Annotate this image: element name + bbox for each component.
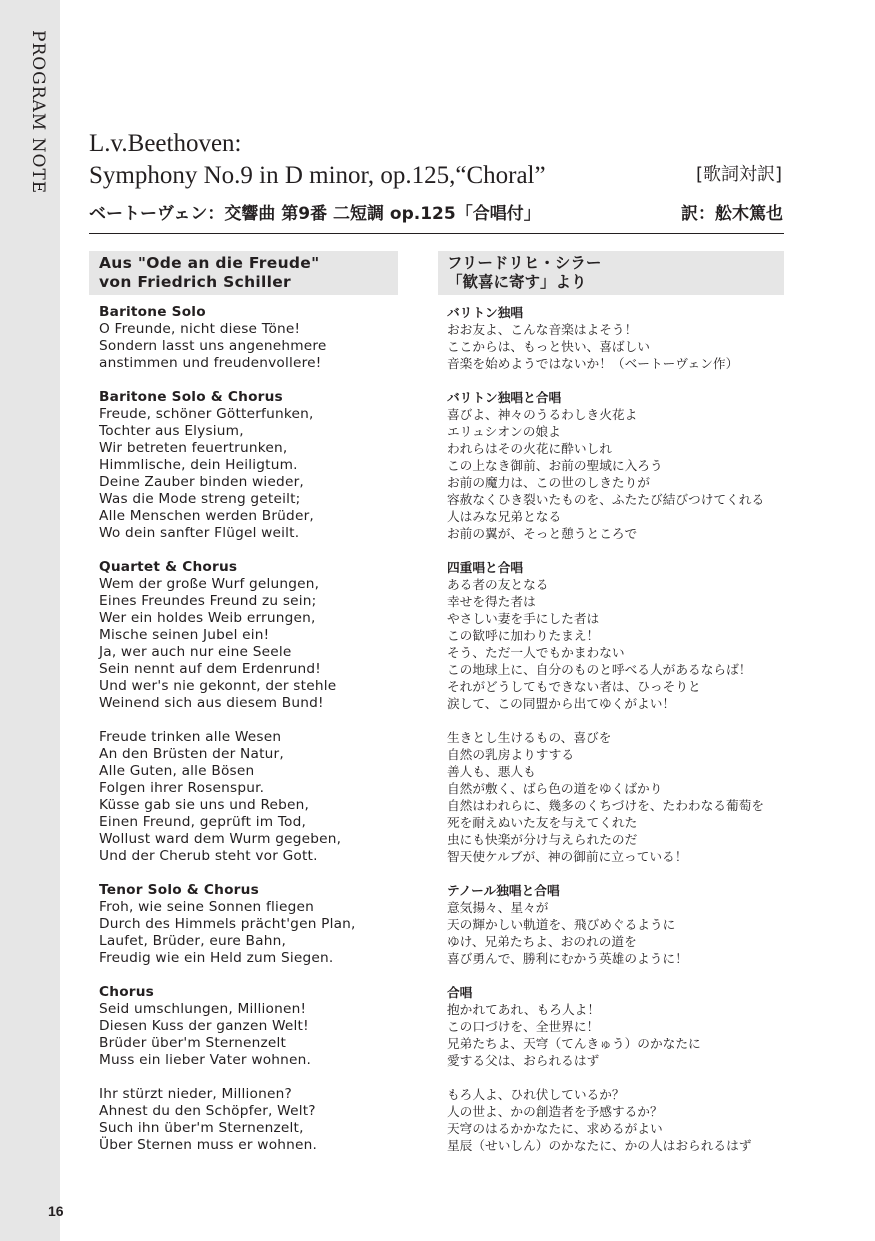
japanese-lyric-line: 音楽を始めようではないか！（ベートーヴェン作）	[447, 356, 739, 371]
german-lyric-line: Über Sternen muss er wohnen.	[99, 1137, 318, 1153]
title-divider	[89, 233, 784, 234]
german-lyric-line: Brüder über'm Sternenzelt	[99, 1035, 287, 1051]
japanese-stanza-heading: バリトン独唱	[447, 305, 524, 320]
german-lyric-line: Froh, wie seine Sonnen fliegen	[99, 899, 315, 915]
japanese-lyric-line: 喜びよ、神々のうるわしき火花よ	[447, 407, 638, 422]
german-stanza	[99, 1086, 429, 1154]
japanese-lyric-line: 智天使ケルブが、神の御前に立っている！	[447, 849, 688, 864]
german-lyric-line: Alle Guten, alle Bösen	[99, 763, 255, 779]
japanese-stanza	[447, 304, 787, 372]
german-lyric-line: Wem der große Wurf gelungen,	[99, 576, 320, 592]
japanese-lyric-line: ある者の友となる	[447, 577, 549, 592]
german-stanza	[99, 729, 429, 865]
german-stanza-heading: Baritone Solo & Chorus	[99, 389, 283, 405]
section-label: PROGRAM NOTE	[28, 30, 48, 195]
japanese-lyric-line: 容赦なくひき裂いたものを、ふたたび結びつけてくれる	[447, 492, 765, 507]
japanese-lyric-line: 愛する父は、おられるはず	[447, 1053, 600, 1068]
german-lyric-line: Folgen ihrer Rosenspur.	[99, 780, 265, 796]
japanese-stanza	[447, 882, 787, 967]
german-lyric-line: Freude trinken alle Wesen	[99, 729, 282, 745]
german-stanza-heading: Tenor Solo & Chorus	[99, 882, 259, 898]
german-lyric-line: Wo dein sanfter Flügel weilt.	[99, 525, 300, 541]
german-lyric-line: Deine Zauber binden wieder,	[99, 474, 304, 490]
german-lyric-line: Küsse gab sie uns und Reben,	[99, 797, 310, 813]
german-lyric-line: Laufet, Brüder, eure Bahn,	[99, 933, 287, 949]
german-stanza	[99, 559, 429, 712]
japanese-lyrics-column	[447, 304, 787, 1171]
japanese-lyric-line: 兄弟たちよ、天穹（てんきゅう）のかなたに	[447, 1036, 701, 1051]
japanese-lyric-line: 自然の乳房よりすする	[447, 747, 575, 762]
german-lyric-line: Weinend sich aus diesem Bund!	[99, 695, 324, 711]
japanese-lyric-line: 自然が敷く、ばら色の道をゆくばかり	[447, 781, 663, 796]
german-lyric-line: Diesen Kuss der ganzen Welt!	[99, 1018, 309, 1034]
german-lyric-line: Ja, wer auch nur eine Seele	[99, 644, 292, 660]
page-number: 16	[48, 1203, 64, 1219]
german-lyric-line: Und der Cherub steht vor Gott.	[99, 848, 318, 864]
japanese-stanza-heading: バリトン独唱と合唱	[447, 390, 562, 405]
title-japanese: ベートーヴェン：交響曲 第9番 二短調 op.125「合唱付」	[89, 204, 541, 224]
german-lyric-line: Freude, schöner Götterfunken,	[99, 406, 314, 422]
german-lyric-line: Mische seinen Jubel ein!	[99, 627, 270, 643]
german-column-header	[89, 251, 398, 295]
german-header-line: von Friedrich Schiller	[99, 272, 292, 291]
german-stanza-heading: Quartet & Chorus	[99, 559, 238, 575]
page-title	[89, 128, 789, 192]
german-lyric-line: An den Brüsten der Natur,	[99, 746, 284, 762]
german-stanza-heading: Chorus	[99, 984, 155, 1000]
japanese-stanza	[447, 559, 787, 712]
german-lyric-line: Ahnest du den Schöpfer, Welt?	[99, 1103, 316, 1119]
japanese-stanza-heading: 四重唱と合唱	[447, 560, 524, 575]
german-lyric-line: Wir betreten feuertrunken,	[99, 440, 288, 456]
german-lyric-line: O Freunde, nicht diese Töne!	[99, 321, 301, 337]
german-lyric-line: Freudig wie ein Held zum Siegen.	[99, 950, 334, 966]
japanese-lyric-line: 天穹のはるかかなたに、求めるがよい	[447, 1121, 663, 1136]
japanese-stanza-heading: テノール独唱と合唱	[447, 883, 560, 898]
japanese-lyric-line: 人はみな兄弟となる	[447, 509, 562, 524]
german-lyric-line: Durch des Himmels prächt'gen Plan,	[99, 916, 356, 932]
german-lyric-line: Und wer's nie gekonnt, der stehle	[99, 678, 337, 694]
german-lyric-line: Eines Freundes Freund zu sein;	[99, 593, 317, 609]
japanese-lyric-line: 喜び勇んで、勝利にむかう英雄のように！	[447, 951, 688, 966]
german-stanza	[99, 304, 429, 372]
japanese-lyric-line: 虫にも快楽が分け与えられたのだ	[447, 832, 638, 847]
japanese-lyric-line: 死を耐えぬいた友を与えてくれた	[447, 815, 638, 830]
japanese-lyric-line: この歓呼に加わりたまえ！	[447, 628, 600, 643]
japanese-lyric-line: エリュシオンの娘よ	[447, 424, 561, 439]
title-composer: L.v.Beethoven:	[89, 130, 242, 157]
german-stanza	[99, 984, 429, 1069]
japanese-lyric-line: おお友よ、こんな音楽はよそう！	[447, 322, 638, 337]
japanese-lyric-line: 幸せを得た者は	[447, 594, 536, 609]
japanese-lyric-line: やさしい妻を手にした者は	[447, 611, 600, 626]
japanese-stanza-heading: 合唱	[447, 985, 473, 1000]
japanese-lyric-line: 人の世よ、かの創造者を予感するか？	[447, 1104, 663, 1119]
japanese-lyric-line: そう、ただ一人でもかまわない	[447, 645, 625, 660]
german-lyric-line: Sein nennt auf dem Erdenrund!	[99, 661, 321, 677]
german-lyric-line: Muss ein lieber Vater wohnen.	[99, 1052, 312, 1068]
translator-credit: 訳：舩木篤也	[681, 204, 783, 224]
german-lyric-line: Was die Mode streng geteilt;	[99, 491, 301, 507]
japanese-stanza	[447, 389, 787, 542]
side-band	[0, 0, 64, 1241]
german-lyric-line: Wollust ward dem Wurm gegeben,	[99, 831, 342, 847]
japanese-lyric-line: 生きとし生けるもの、喜びを	[447, 730, 612, 745]
german-stanza	[99, 389, 429, 542]
japanese-lyric-line: ゆけ、兄弟たちよ、おのれの道を	[447, 934, 637, 949]
japanese-lyric-line: お前の翼が、そっと憩うところで	[447, 526, 638, 541]
japanese-stanza	[447, 729, 787, 865]
japanese-lyric-line: 抱かれてあれ、もろ人よ！	[447, 1002, 601, 1017]
german-lyric-line: Alle Menschen werden Brüder,	[99, 508, 314, 524]
japanese-stanza	[447, 984, 787, 1069]
japanese-lyric-line: この地球上に、自分のものと呼べる人があるならば！	[447, 662, 752, 677]
japanese-lyric-line: 涙して、この同盟から出てゆくがよい！	[447, 696, 676, 711]
german-lyric-line: Wer ein holdes Weib errungen,	[99, 610, 316, 626]
german-lyric-line: anstimmen und freudenvollere!	[99, 355, 322, 371]
japanese-lyric-line: お前の魔力は、この世のしきたりが	[447, 475, 650, 490]
german-lyric-line: Himmlische, dein Heiligtum.	[99, 457, 298, 473]
german-lyrics-column	[99, 304, 429, 1171]
japanese-lyric-line: 天の輝かしい軌道を、飛びめぐるように	[447, 917, 676, 932]
japanese-lyric-line: もろ人よ、ひれ伏しているか？	[447, 1087, 625, 1102]
japanese-lyric-line: この口づけを、全世界に！	[447, 1019, 600, 1034]
german-lyric-line: Sondern lasst uns angenehmere	[99, 338, 327, 354]
german-lyric-line: Such ihn über'm Sternenzelt,	[99, 1120, 304, 1136]
japanese-lyric-line: 意気揚々、星々が	[447, 900, 549, 915]
german-lyric-line: Seid umschlungen, Millionen!	[99, 1001, 307, 1017]
japanese-header-line: フリードリヒ・シラー	[447, 254, 602, 272]
german-lyric-line: Einen Freund, geprüft im Tod,	[99, 814, 307, 830]
japanese-lyric-line: ここからは、もっと快い、喜ばしい	[447, 339, 650, 354]
title-work: Symphony No.9 in D minor, op.125,“Choral”	[89, 162, 546, 189]
german-header-line: Aus "Ode an die Freude"	[99, 254, 320, 272]
japanese-lyric-line: 自然はわれらに、幾多のくちづけを、たわわなる葡萄を	[447, 798, 765, 813]
german-lyric-line: Tochter aus Elysium,	[99, 423, 244, 439]
japanese-lyric-line: 善人も、悪人も	[447, 764, 536, 779]
japanese-stanza	[447, 1086, 787, 1154]
japanese-column-header	[438, 251, 784, 295]
german-stanza	[99, 882, 429, 967]
japanese-lyric-line: われらはその火花に酔いしれ	[447, 441, 612, 456]
japanese-lyric-line: それがどうしてもできない者は、ひっそりと	[447, 679, 701, 694]
japanese-header-line: 「歓喜に寄す」より	[447, 272, 587, 291]
japanese-lyric-line: この上なき御前、お前の聖域に入ろう	[447, 458, 663, 473]
japanese-lyric-line: 星辰（せいしん）のかなたに、かの人はおられるはず	[447, 1138, 752, 1153]
lyrics-translation-tag: [歌詞対訳]	[695, 164, 782, 185]
german-stanza-heading: Baritone Solo	[99, 304, 206, 320]
german-lyric-line: Ihr stürzt nieder, Millionen?	[99, 1086, 292, 1102]
